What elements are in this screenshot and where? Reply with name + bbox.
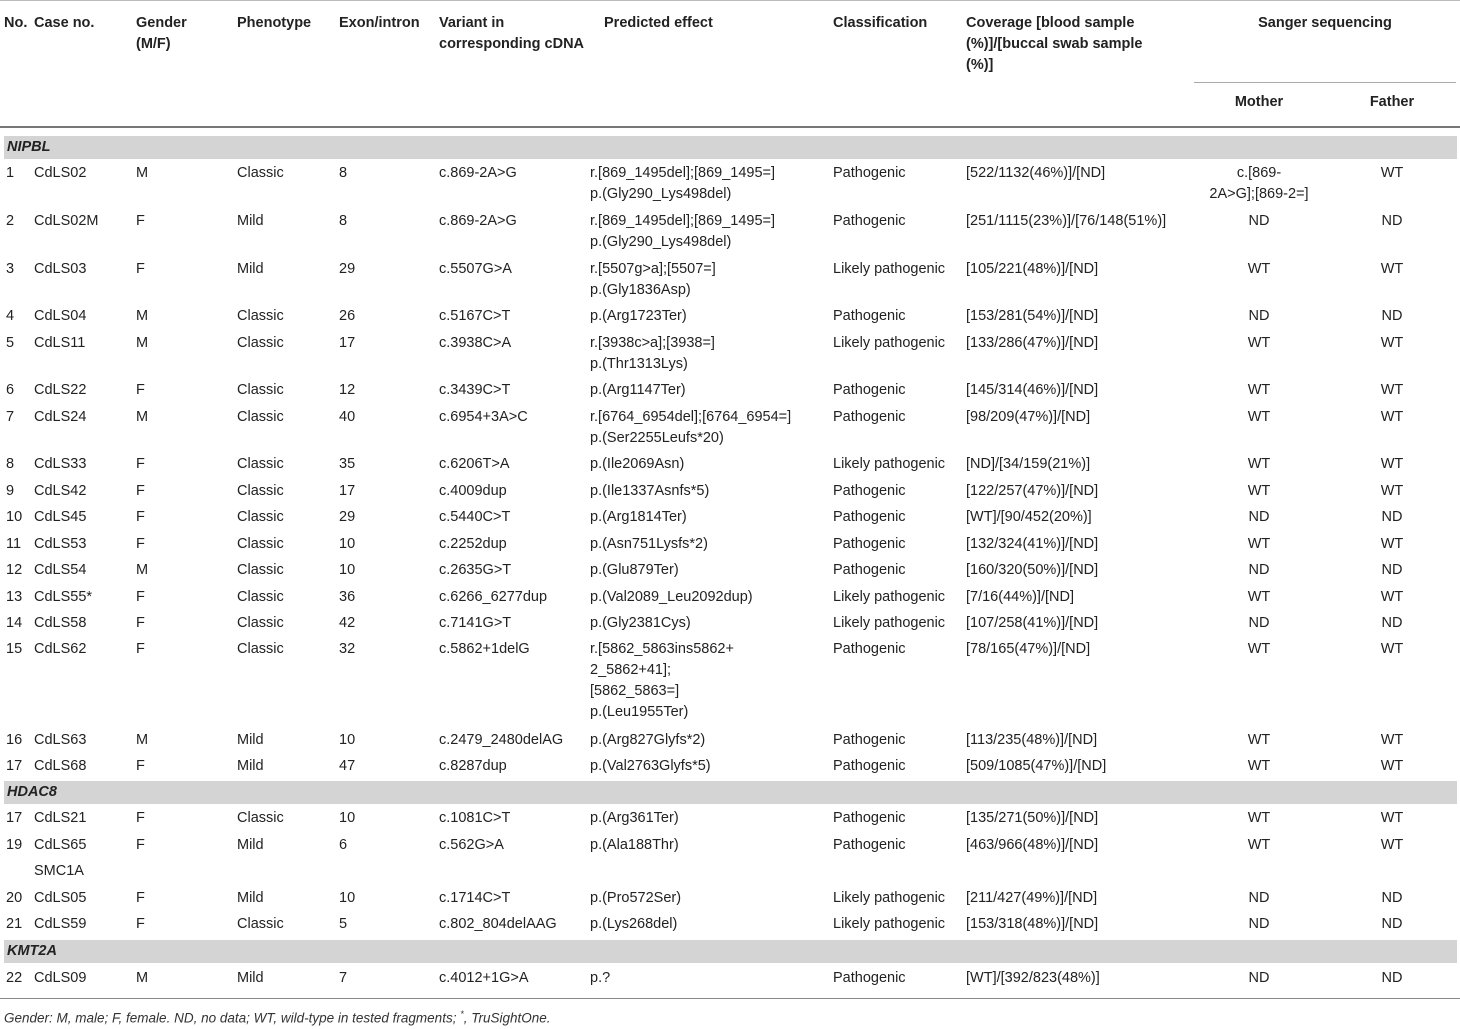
cell-phenotype: Mild (237, 837, 264, 853)
cell-classification: Pathogenic (833, 483, 906, 499)
cell-father: WT (1380, 409, 1404, 425)
cell-phenotype: Classic (237, 409, 284, 425)
cell-gender: M (136, 562, 149, 578)
cell-effect: p.(Arg827Glyfs*2) (590, 732, 706, 748)
cell-exon: 10 (339, 810, 356, 826)
cell-exon: 42 (339, 615, 356, 631)
cell-gender: M (136, 970, 149, 986)
cell-mother: WT (1247, 810, 1271, 826)
cell-coverage: [251/1115(23%)]/[76/148(51%)] (966, 213, 1167, 229)
cell-mother: WT (1247, 589, 1271, 605)
cell-mother: ND (1248, 970, 1270, 986)
cell-no: 12 (6, 562, 23, 578)
section-smc1a: SMC1A (34, 863, 84, 879)
cell-exon: 36 (339, 589, 356, 605)
cell-coverage: [107/258(41%)]/[ND] (966, 615, 1099, 631)
cell-variant: c.6266_6277dup (439, 589, 548, 605)
cell-mother: ND (1248, 890, 1270, 906)
cell-classification: Pathogenic (833, 308, 906, 324)
cell-effect: p.(Gly2381Cys) (590, 615, 691, 631)
section-hdac8: HDAC8 (4, 781, 1457, 804)
cell-gender: F (136, 641, 145, 657)
header-gender-line2: (M/F) (136, 36, 171, 52)
cell-father: ND (1381, 615, 1403, 631)
cell-no: 17 (6, 758, 23, 774)
cell-variant: c.5507G>A (439, 261, 512, 277)
cell-gender: M (136, 165, 149, 181)
sanger-rule (1194, 82, 1456, 83)
cell-mother: WT (1247, 456, 1271, 472)
cell-classification: Pathogenic (833, 562, 906, 578)
cell-variant: c.6954+3A>C (439, 409, 528, 425)
header-variant-line1: Variant in (439, 15, 505, 31)
cell-father: ND (1381, 562, 1403, 578)
cell-exon: 17 (339, 335, 356, 351)
header-no: No. (4, 15, 28, 31)
cell-case: CdLS54 (34, 562, 87, 578)
cell-classification: Pathogenic (833, 509, 906, 525)
cell-father: WT (1380, 261, 1404, 277)
cell-coverage: [113/235(48%)]/[ND] (966, 732, 1098, 748)
cell-classification: Pathogenic (833, 810, 906, 826)
cell-classification: Likely pathogenic (833, 916, 946, 932)
cell-effect: p.(Ile2069Asn) (590, 456, 685, 472)
cell-exon: 10 (339, 890, 356, 906)
cell-classification: Likely pathogenic (833, 456, 946, 472)
cell-gender: F (136, 837, 145, 853)
cell-phenotype: Classic (237, 308, 284, 324)
header-coverage-line2: (%)]/[buccal swab sample (966, 36, 1143, 52)
cell-classification: Pathogenic (833, 641, 906, 657)
cell-phenotype: Mild (237, 732, 264, 748)
cell-variant: c.2479_2480delAG (439, 732, 564, 748)
cell-coverage: [WT]/[392/823(48%)] (966, 970, 1100, 986)
header-effect: Predicted effect (604, 15, 713, 31)
cell-effect: p.(Ala188Thr) (590, 837, 679, 853)
cell-no: 15 (6, 641, 23, 657)
cell-mother: WT (1247, 261, 1271, 277)
cell-variant: c.7141G>T (439, 615, 512, 631)
cell-variant: c.8287dup (439, 758, 507, 774)
cell-no: 16 (6, 732, 23, 748)
header-variant (439, 13, 584, 55)
cell-exon: 47 (339, 758, 356, 774)
cell-exon: 32 (339, 641, 356, 657)
cell-coverage: [211/427(49%)]/[ND] (966, 890, 1098, 906)
cell-case: CdLS33 (34, 456, 87, 472)
cell-variant: c.869-2A>G (439, 213, 517, 229)
cell-mother: WT (1247, 483, 1271, 499)
cell-mother: WT (1247, 409, 1271, 425)
cell-case: CdLS42 (34, 483, 87, 499)
cell-no: 6 (6, 382, 15, 398)
cell-case: CdLS03 (34, 261, 87, 277)
cell-father: ND (1381, 890, 1403, 906)
cell-classification: Pathogenic (833, 536, 906, 552)
cell-effect: p.(Val2089_Leu2092dup) (590, 589, 753, 605)
cell-case: CdLS05 (34, 890, 87, 906)
cell-effect: r.[5507g>a];[5507=] p.(Gly1836Asp) (590, 261, 716, 298)
header-sanger: Sanger sequencing (1258, 15, 1392, 31)
cell-effect: p.(Arg1723Ter) (590, 308, 687, 324)
cell-no: 22 (6, 970, 23, 986)
cell-classification: Likely pathogenic (833, 615, 946, 631)
cell-coverage: [7/16(44%)]/[ND] (966, 589, 1074, 605)
cell-no: 11 (6, 536, 22, 552)
cell-exon: 10 (339, 562, 356, 578)
cell-mother: ND (1248, 916, 1270, 932)
cell-case: CdLS55* (34, 589, 93, 605)
cell-gender: F (136, 589, 145, 605)
header-variant-line2: corresponding cDNA (439, 36, 585, 52)
cell-mother: WT (1247, 732, 1271, 748)
cell-mother: ND (1248, 509, 1270, 525)
cell-no: 13 (6, 589, 23, 605)
cell-phenotype: Classic (237, 382, 284, 398)
cell-effect: p.(Arg1814Ter) (590, 509, 687, 525)
cell-no: 10 (6, 509, 23, 525)
cell-gender: F (136, 456, 145, 472)
cell-coverage: [145/314(46%)]/[ND] (966, 382, 1099, 398)
cell-variant: c.562G>A (439, 837, 504, 853)
cell-coverage: [98/209(47%)]/[ND] (966, 409, 1091, 425)
cell-no: 17 (6, 810, 23, 826)
header-mother: Mother (1234, 94, 1284, 110)
cell-exon: 17 (339, 483, 356, 499)
cell-father: WT (1380, 641, 1404, 657)
cell-variant: c.6206T>A (439, 456, 510, 472)
cell-phenotype: Classic (237, 165, 284, 181)
cell-classification: Pathogenic (833, 382, 906, 398)
cell-phenotype: Classic (237, 536, 284, 552)
cell-effect: p.(Asn751Lysfs*2) (590, 536, 708, 552)
cell-coverage: [133/286(47%)]/[ND] (966, 335, 1099, 351)
cell-variant: c.2252dup (439, 536, 507, 552)
cell-coverage: [WT]/[90/452(20%)] (966, 509, 1092, 525)
table-footnote (4, 1009, 551, 1026)
cell-no: 1 (6, 165, 15, 181)
cell-exon: 8 (339, 213, 348, 229)
cell-no: 3 (6, 261, 15, 277)
cell-father: WT (1380, 810, 1404, 826)
cell-phenotype: Classic (237, 483, 284, 499)
cell-gender: F (136, 615, 145, 631)
cell-case: CdLS45 (34, 509, 87, 525)
cell-classification: Pathogenic (833, 758, 906, 774)
header-exon: Exon/intron (339, 15, 420, 31)
cell-father: WT (1380, 483, 1404, 499)
cell-effect: p.(Val2763Glyfs*5) (590, 758, 711, 774)
cell-mother: ND (1248, 213, 1270, 229)
cell-mother: WT (1247, 536, 1271, 552)
cell-case: CdLS11 (34, 335, 86, 351)
cell-exon: 35 (339, 456, 356, 472)
cell-gender: F (136, 213, 145, 229)
header-case: Case no. (34, 15, 95, 31)
cell-classification: Pathogenic (833, 970, 906, 986)
cell-gender: M (136, 732, 149, 748)
footnote-star: * (460, 1009, 464, 1019)
cell-mother: ND (1248, 562, 1270, 578)
cell-father: ND (1381, 308, 1403, 324)
header-coverage-line3: (%)] (966, 57, 994, 73)
cell-father: WT (1380, 536, 1404, 552)
cell-variant: c.2635G>T (439, 562, 512, 578)
cell-gender: F (136, 890, 145, 906)
cell-exon: 10 (339, 732, 356, 748)
cell-case: CdLS63 (34, 732, 87, 748)
cell-coverage: [153/281(54%)]/[ND] (966, 308, 1099, 324)
header-phenotype: Phenotype (237, 15, 312, 31)
cell-case: CdLS65 (34, 837, 87, 853)
cell-no: 14 (6, 615, 23, 631)
header-classification: Classification (833, 15, 928, 31)
footnote-text: Gender: M, male; F, female. ND, no data; WT, wild-type in tested fragments; (4, 1010, 461, 1026)
cell-exon: 29 (339, 509, 356, 525)
cell-effect: p.(Pro572Ser) (590, 890, 682, 906)
cell-father: WT (1380, 335, 1404, 351)
cell-gender: M (136, 308, 149, 324)
cell-father: WT (1380, 165, 1404, 181)
cell-coverage: [522/1132(46%)]/[ND] (966, 165, 1106, 181)
cell-phenotype: Mild (237, 758, 264, 774)
cell-mother: WT (1247, 382, 1271, 398)
cell-effect: r.[3938c>a];[3938=] p.(Thr1313Lys) (590, 335, 715, 372)
cell-coverage: [132/324(41%)]/[ND] (966, 536, 1099, 552)
cell-coverage: [135/271(50%)]/[ND] (966, 810, 1099, 826)
header-coverage (966, 13, 1142, 76)
cell-no: 9 (6, 483, 15, 499)
cell-no: 19 (6, 837, 23, 853)
cell-gender: F (136, 758, 145, 774)
cell-mother: WT (1247, 335, 1271, 351)
cell-exon: 8 (339, 165, 348, 181)
cell-mother: ND (1248, 308, 1270, 324)
cell-exon: 12 (339, 382, 356, 398)
cell-classification: Pathogenic (833, 409, 906, 425)
cell-case: CdLS04 (34, 308, 87, 324)
cell-variant: c.4012+1G>A (439, 970, 529, 986)
cell-coverage: [160/320(50%)]/[ND] (966, 562, 1099, 578)
header-gender (136, 13, 187, 55)
cell-no: 21 (6, 916, 23, 932)
cell-phenotype: Classic (237, 916, 284, 932)
cell-phenotype: Classic (237, 335, 284, 351)
cell-variant: c.1714C>T (439, 890, 511, 906)
cell-mother: c.[869- 2A>G];[869-2=] (1209, 165, 1309, 202)
cell-gender: M (136, 409, 149, 425)
section-kmt2a: KMT2A (4, 940, 1457, 963)
cell-father: WT (1380, 589, 1404, 605)
cell-case: CdLS02 (34, 165, 87, 181)
cell-classification: Pathogenic (833, 837, 906, 853)
cell-variant: c.5440C>T (439, 509, 511, 525)
cell-mother: ND (1248, 615, 1270, 631)
cell-coverage: [153/318(48%)]/[ND] (966, 916, 1099, 932)
cell-classification: Likely pathogenic (833, 335, 946, 351)
cell-classification: Likely pathogenic (833, 589, 946, 605)
cell-case: CdLS21 (34, 810, 87, 826)
cell-no: 8 (6, 456, 15, 472)
cell-phenotype: Classic (237, 562, 284, 578)
cell-case: CdLS62 (34, 641, 87, 657)
cell-phenotype: Classic (237, 810, 284, 826)
cell-effect: p.(Lys268del) (590, 916, 678, 932)
cell-no: 5 (6, 335, 15, 351)
cell-phenotype: Classic (237, 641, 284, 657)
cell-father: WT (1380, 758, 1404, 774)
cell-phenotype: Classic (237, 615, 284, 631)
cell-phenotype: Classic (237, 509, 284, 525)
cell-effect: r.[6764_6954del];[6764_6954=] p.(Ser2255Leufs*20) (590, 409, 792, 446)
cell-variant: c.5167C>T (439, 308, 511, 324)
cell-coverage: [122/257(47%)]/[ND] (966, 483, 1099, 499)
cell-exon: 7 (339, 970, 348, 986)
cell-coverage: [463/966(48%)]/[ND] (966, 837, 1099, 853)
cell-variant: c.3439C>T (439, 382, 511, 398)
cell-phenotype: Classic (237, 589, 284, 605)
cell-father: WT (1380, 732, 1404, 748)
table-bottom-rule (0, 998, 1460, 999)
cell-no: 20 (6, 890, 23, 906)
cell-case: CdLS09 (34, 970, 87, 986)
cell-gender: F (136, 261, 145, 277)
cell-phenotype: Mild (237, 213, 264, 229)
cell-father: WT (1380, 456, 1404, 472)
cell-case: CdLS58 (34, 615, 87, 631)
cell-classification: Likely pathogenic (833, 890, 946, 906)
cell-case: CdLS22 (34, 382, 87, 398)
section-nipbl: NIPBL (4, 136, 1457, 159)
cell-coverage: [105/221(48%)]/[ND] (966, 261, 1099, 277)
cell-father: ND (1381, 916, 1403, 932)
cell-variant: c.5862+1delG (439, 641, 530, 657)
cell-classification: Likely pathogenic (833, 261, 946, 277)
cell-phenotype: Classic (237, 456, 284, 472)
cell-effect: r.[5862_5863ins5862+ 2_5862+41]; [5862_5863=] p.(Leu1955Ter) (590, 641, 734, 720)
cell-coverage: [78/165(47%)]/[ND] (966, 641, 1091, 657)
cell-exon: 26 (339, 308, 356, 324)
cell-effect: p.(Arg361Ter) (590, 810, 679, 826)
cell-gender: F (136, 916, 145, 932)
cell-exon: 5 (339, 916, 348, 932)
cell-classification: Pathogenic (833, 213, 906, 229)
cell-father: ND (1381, 509, 1403, 525)
cell-gender: F (136, 382, 145, 398)
header-coverage-line1: Coverage [blood sample (966, 15, 1135, 31)
cell-effect: p.(Arg1147Ter) (590, 382, 686, 398)
cell-no: 7 (6, 409, 15, 425)
cell-case: CdLS68 (34, 758, 87, 774)
footnote-tail: , TruSightOne. (463, 1010, 551, 1026)
cell-father: WT (1380, 382, 1404, 398)
cell-classification: Pathogenic (833, 732, 906, 748)
cell-exon: 10 (339, 536, 356, 552)
cell-father: WT (1380, 837, 1404, 853)
cell-no: 2 (6, 213, 15, 229)
cell-father: ND (1381, 970, 1403, 986)
cell-variant: c.1081C>T (439, 810, 511, 826)
header-father: Father (1369, 94, 1415, 110)
cell-case: CdLS53 (34, 536, 87, 552)
cell-phenotype: Mild (237, 970, 264, 986)
cell-variant: c.802_804delAAG (439, 916, 557, 932)
cell-coverage: [509/1085(47%)]/[ND] (966, 758, 1107, 774)
cell-case: CdLS02M (34, 213, 99, 229)
cell-variant: c.3938C>A (439, 335, 512, 351)
cell-gender: F (136, 483, 145, 499)
cell-effect: p.? (590, 970, 611, 986)
cell-gender: F (136, 536, 145, 552)
cell-phenotype: Mild (237, 261, 264, 277)
cell-gender: M (136, 335, 149, 351)
cell-effect: p.(Glu879Ter) (590, 562, 679, 578)
cell-exon: 40 (339, 409, 356, 425)
cell-mother: WT (1247, 641, 1271, 657)
cell-no: 4 (6, 308, 15, 324)
cell-father: ND (1381, 213, 1403, 229)
cell-variant: c.4009dup (439, 483, 507, 499)
cell-variant: c.869-2A>G (439, 165, 517, 181)
cell-phenotype: Mild (237, 890, 264, 906)
cell-effect: r.[869_1495del];[869_1495=] p.(Gly290_Lys498del) (590, 165, 776, 202)
header-gender-line1: Gender (136, 15, 187, 31)
cell-gender: F (136, 509, 145, 525)
header-bottom-rule (0, 126, 1460, 128)
cell-classification: Pathogenic (833, 165, 906, 181)
table-header (0, 0, 1460, 126)
cell-gender: F (136, 810, 145, 826)
cell-case: CdLS59 (34, 916, 87, 932)
cell-mother: WT (1247, 837, 1271, 853)
cell-exon: 6 (339, 837, 348, 853)
cell-coverage: [ND]/[34/159(21%)] (966, 456, 1091, 472)
cell-exon: 29 (339, 261, 356, 277)
cell-mother: WT (1247, 758, 1271, 774)
cell-effect: p.(Ile1337Asnfs*5) (590, 483, 710, 499)
cell-case: CdLS24 (34, 409, 87, 425)
cell-effect: r.[869_1495del];[869_1495=] p.(Gly290_Lys498del) (590, 213, 776, 250)
